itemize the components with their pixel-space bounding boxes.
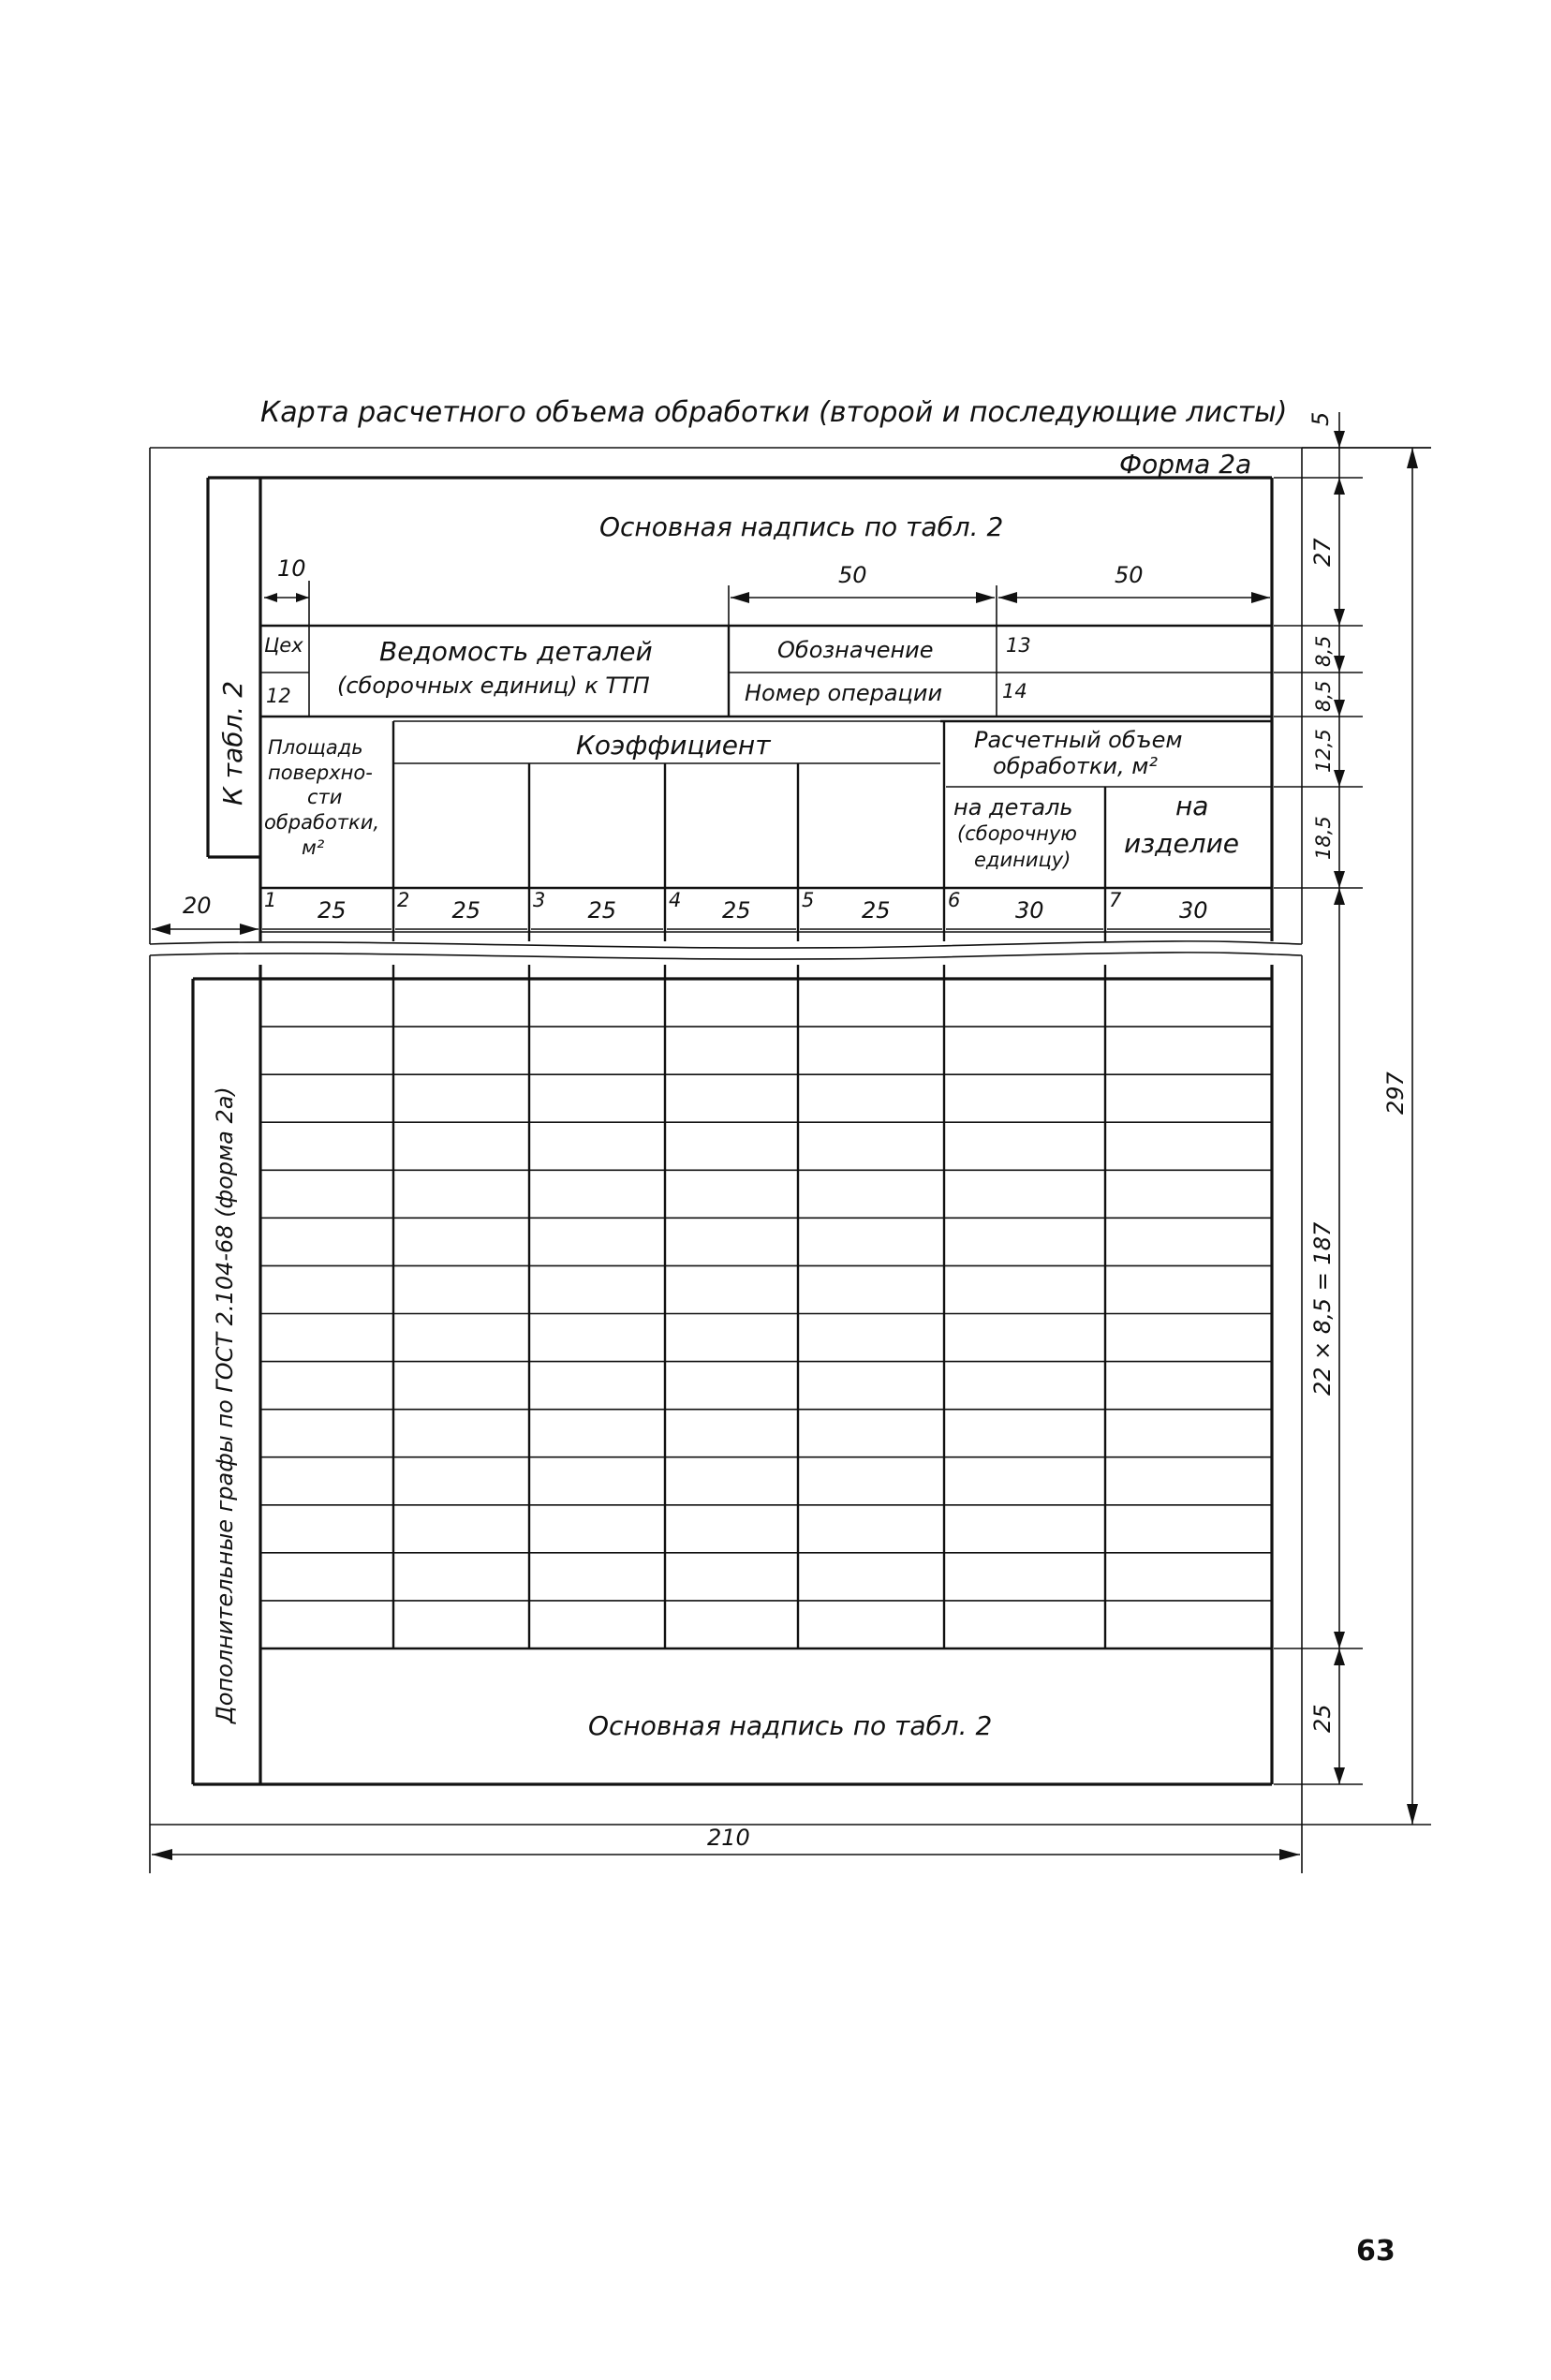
- dim-8-5-b: 8,5: [1312, 680, 1335, 712]
- dim-25: 25: [1309, 1704, 1336, 1733]
- area-line1: Площадь: [268, 736, 363, 759]
- page-number: 63: [1356, 2235, 1396, 2268]
- side-label-bottom: Дополнительные графы по ГОСТ 2.104-68 (форма 2а): [212, 1087, 238, 1723]
- svg-text:210: 210: [707, 1825, 750, 1851]
- area-line4: обработки,: [264, 811, 380, 834]
- header-main-inscription: Основная надпись по табл. 2: [599, 511, 1004, 542]
- side-label-top: К табл. 2: [217, 680, 248, 806]
- oboznachenie: Обозначение: [777, 637, 934, 663]
- bottom-inscription: Основная надпись по табл. 2: [588, 1710, 993, 1741]
- na-detal-line2: (сборочную: [957, 822, 1077, 845]
- column-width-2: 25: [451, 897, 481, 924]
- column-number-3: 3: [533, 889, 546, 911]
- dim-8-5-a: 8,5: [1312, 635, 1335, 667]
- column-width-1: 25: [318, 897, 347, 924]
- na-detal-line3: единицу): [974, 849, 1071, 871]
- form-title: Карта расчетного объема обработки (второй и последующие листы): [260, 396, 1288, 429]
- column-dimension-row: [262, 889, 1270, 929]
- column-width-3: 25: [587, 897, 617, 924]
- column-number-7: 7: [1109, 889, 1122, 911]
- raschet-line2: обработки, м²: [993, 753, 1158, 779]
- cell-14: 14: [1002, 680, 1027, 702]
- header-dimensions: [264, 555, 1270, 626]
- cell-12: 12: [266, 685, 291, 707]
- dim-297: 297: [1382, 1072, 1409, 1115]
- svg-text:50: 50: [838, 562, 867, 588]
- column-number-6: 6: [948, 889, 961, 911]
- form-label: Форма 2а: [1119, 449, 1252, 480]
- svg-text:10: 10: [277, 555, 306, 582]
- column-width-6: 30: [1015, 897, 1044, 924]
- koef-header: Коэффициент: [576, 730, 771, 761]
- inner-frame-bottom: [193, 965, 1272, 1784]
- dim-rows: 22 × 8,5 = 187: [1309, 1221, 1336, 1396]
- cell-13: 13: [1006, 634, 1031, 657]
- body-grid: [260, 965, 1272, 1648]
- column-number-1: 1: [264, 889, 277, 911]
- column-number-4: 4: [669, 889, 682, 911]
- dim-18-5: 18,5: [1312, 816, 1335, 860]
- area-line3: сти: [307, 786, 343, 808]
- raschet-line1: Расчетный объем: [974, 727, 1183, 753]
- dim-12-5: 12,5: [1312, 729, 1335, 773]
- vedomost-line2: (сборочных единиц) к ТТП: [337, 673, 650, 699]
- right-dimension-chain: [1274, 412, 1431, 1825]
- na-izdelie-line2: изделие: [1124, 828, 1239, 859]
- cell-tsekh: Цех: [264, 634, 303, 657]
- nomer-operatsii: Номер операции: [745, 680, 943, 706]
- area-line2: поверхно-: [268, 761, 373, 784]
- vedomost-line1: Ведомость деталей: [379, 636, 653, 667]
- column-width-7: 30: [1179, 897, 1208, 924]
- area-line5: м²: [302, 836, 325, 859]
- na-izdelie-line1: на: [1175, 791, 1209, 821]
- column-number-2: 2: [397, 889, 410, 911]
- column-width-5: 25: [862, 897, 891, 924]
- left-dim-20: [152, 893, 258, 935]
- column-number-5: 5: [802, 889, 815, 911]
- dim-5: 5: [1307, 411, 1334, 426]
- na-detal-line1: на деталь: [953, 794, 1073, 820]
- svg-text:20: 20: [183, 893, 212, 919]
- bottom-dim-210: [150, 1825, 1302, 1873]
- column-width-4: 25: [722, 897, 751, 924]
- svg-text:50: 50: [1115, 562, 1144, 588]
- inner-frame-top: [208, 478, 1272, 941]
- dim-27: 27: [1309, 538, 1336, 567]
